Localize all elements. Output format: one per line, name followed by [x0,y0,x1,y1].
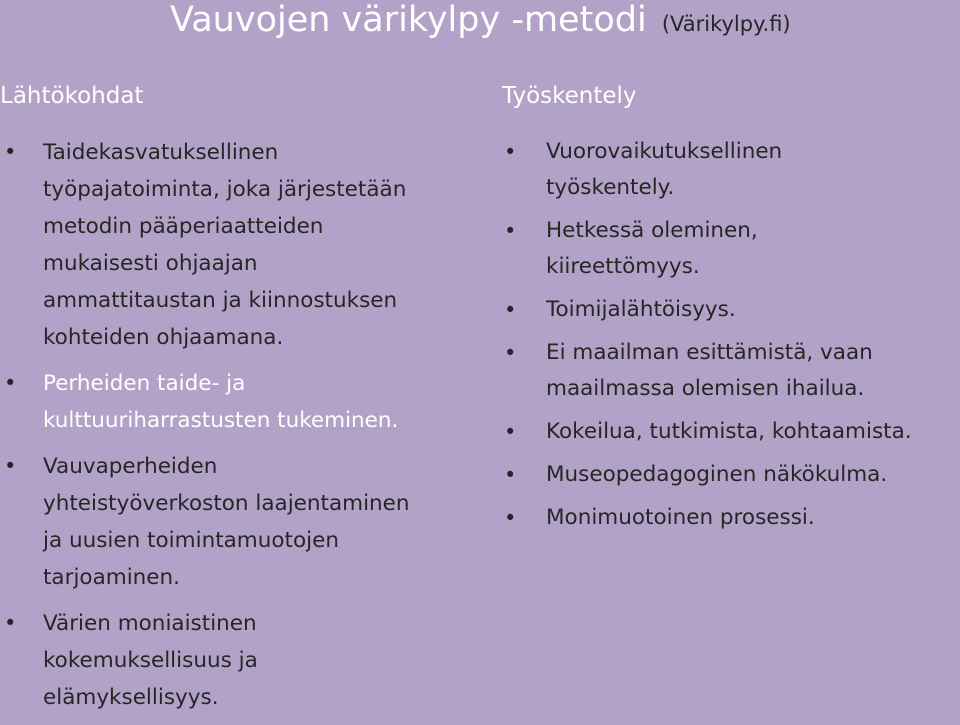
right-column [502,80,960,543]
bullet-icon: • [4,371,17,395]
list-item [502,134,960,206]
title-main: Vauvojen värikylpy -metodi [170,0,647,40]
list-item-text: Vauvaperheiden yhteistyöverkoston laajentaminen ja uusien toimintamuotojen tarjoaminen. [43,454,410,590]
bullet-icon: • [4,611,17,635]
right-bullet-list [502,134,960,536]
list-item-text: Värien moniaistinen kokemuksellisuus ja elämyksellisyys. [43,611,258,710]
list-item-text: Toimijalähtöisyys. [546,297,736,322]
list-item-text: Museopedagoginen näkökulma. [546,462,888,487]
list-item-text: Kokeilua, tutkimista, kohtaamista. [546,419,912,444]
list-item-text: Hetkessä oleminen, kiireettömyys. [546,218,758,279]
bullet-icon: • [504,420,517,444]
bullet-icon: • [4,140,17,164]
page-title [170,0,791,44]
list-item-text: Vuorovaikutuksellinen työskentely. [546,139,783,200]
list-item [0,365,470,439]
list-item [502,292,960,328]
bullet-icon: • [504,219,517,243]
list-item-text: Taidekasvatuksellinen työpajatoiminta, joka järjestetään metodin pääperiaatteiden mukaisesti ohjaajan ammattitaustan ja kiinnostuksen kohteiden ohjaamana. [43,140,407,350]
left-bullet-list [0,134,470,716]
title-source: (Värikylpy.fi) [661,12,791,36]
bullet-icon: • [504,298,517,322]
bullet-icon: • [504,463,517,487]
bullet-icon: • [504,341,517,365]
list-item [502,335,960,407]
list-item [0,448,470,596]
left-column [0,80,470,725]
list-item [0,605,470,716]
list-item [502,500,960,536]
right-heading: Työskentely [502,83,637,109]
bullet-icon: • [504,140,517,164]
left-heading: Lähtökohdat [0,83,144,109]
bullet-icon: • [4,454,17,478]
list-item-text: Monimuotoinen prosessi. [546,505,815,530]
list-item [502,213,960,285]
list-item [502,457,960,493]
bullet-icon: • [504,506,517,530]
list-item [0,134,470,356]
list-item [502,414,960,450]
list-item-text: Perheiden taide- ja kulttuuriharrastusten tukeminen. [43,371,399,433]
list-item-text: Ei maailman esittämistä, vaan maailmassa olemisen ihailua. [546,340,873,401]
